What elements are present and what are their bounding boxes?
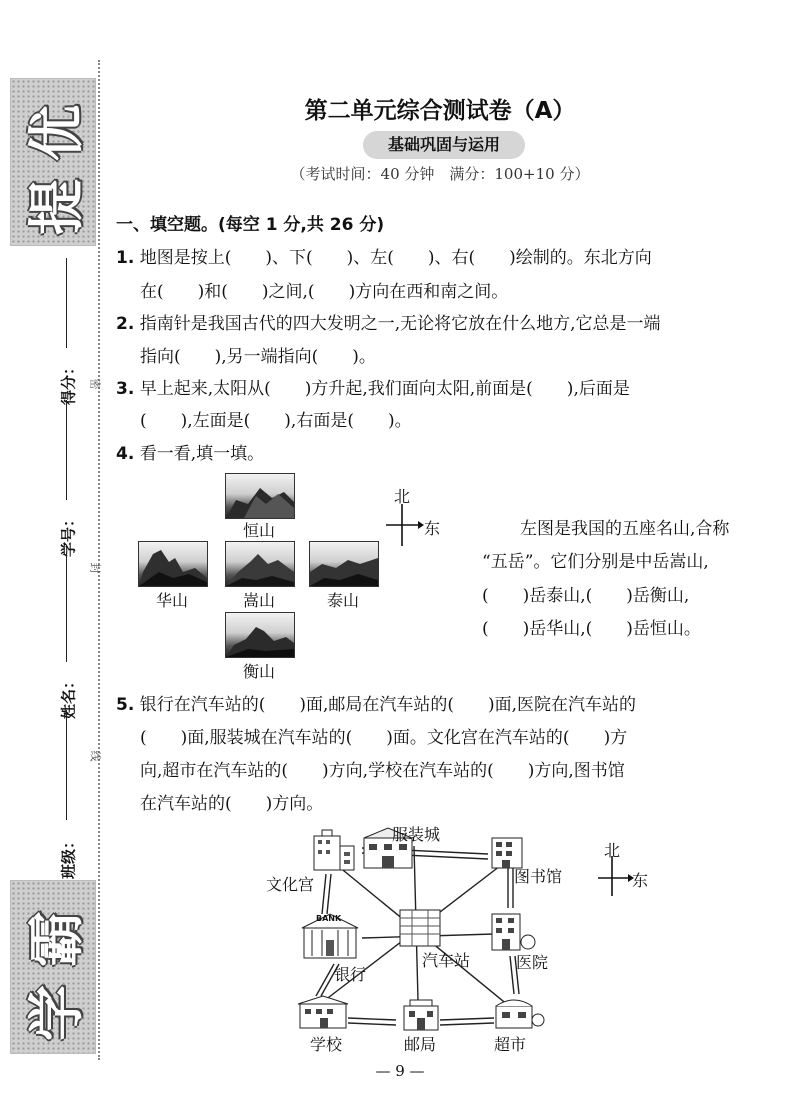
question-text: 指南针是我国古代的四大发明之一,无论将它放在什么地方,它总是一端 xyxy=(139,314,661,334)
question-4-text-1: 左图是我国的五座名山,合称 xyxy=(520,519,730,539)
side-char-you: 优 xyxy=(25,105,90,161)
question-text: 看一看,填一填。 xyxy=(139,444,265,464)
cut-mark-xian: 线 xyxy=(88,750,102,762)
question-text: 银行在汽车站的( )面,邮局在汽车站的( )面,医院在汽车站的 xyxy=(139,695,637,715)
class-label: 班级： xyxy=(59,834,78,880)
mountain-caption-top: 恒山 xyxy=(242,521,275,540)
question-number: 3. xyxy=(116,379,135,399)
student-id-label: 学号： xyxy=(59,512,78,558)
score-label: 得分： xyxy=(59,360,78,406)
mountain-caption-right: 泰山 xyxy=(326,591,359,610)
map-label-bank: 银行 xyxy=(334,965,367,984)
question-5-line2: ( )面,服装城在汽车站的( )面。文化宫在汽车站的( )方 xyxy=(140,728,628,748)
question-number: 4. xyxy=(116,444,135,464)
question-number: 1. xyxy=(116,248,135,268)
supermarket-building-icon xyxy=(490,994,546,1030)
question-5-line3: 向,超市在汽车站的( )方向,学校在汽车站的( )方向,图书馆 xyxy=(140,761,625,781)
culture-palace-building-icon xyxy=(310,826,358,872)
exam-info: （考试时间：40 分钟 满分：100+10 分） xyxy=(290,165,590,183)
mountain-caption-left: 华山 xyxy=(155,591,188,610)
map-label-culture-palace: 文化宫 xyxy=(266,875,315,894)
mountain-caption-bottom: 衡山 xyxy=(242,662,275,681)
map-label-school: 学校 xyxy=(310,1035,343,1054)
hospital-building-icon xyxy=(486,906,538,952)
question-number: 2. xyxy=(116,314,135,334)
map-label-post-office: 邮局 xyxy=(404,1035,437,1054)
side-char-xue: 学 xyxy=(25,985,90,1041)
question-4-text-3: ( )岳泰山,( )岳衡山, xyxy=(482,586,690,606)
question-text: 地图是按上( )、下( )、左( )、右( )绘制的。东北方向 xyxy=(139,248,652,268)
map-label-library: 图书馆 xyxy=(514,867,563,886)
school-building-icon xyxy=(296,994,350,1030)
question-4-text-2: “五岳”。它们分别是中岳嵩山, xyxy=(482,552,709,572)
bank-sign: BANK xyxy=(316,914,342,923)
map-compass-east-label: 东 xyxy=(632,871,649,890)
map-label-clothing-mall: 服装城 xyxy=(392,825,441,844)
mountain-caption-center: 嵩山 xyxy=(242,591,275,610)
question-number: 5. xyxy=(116,695,135,715)
side-char-ti: 提 xyxy=(25,179,90,235)
question-5-line4: 在汽车站的( )方向。 xyxy=(140,794,324,814)
question-1-line2: 在( )和( )之间,( )方向在西和南之间。 xyxy=(140,282,509,302)
question-3-line2: ( ),左面是( ),右面是( )。 xyxy=(140,411,412,431)
compass-north-label: 北 xyxy=(394,487,411,506)
map-label-supermarket: 超市 xyxy=(494,1035,527,1054)
cut-mark-mi: 密 xyxy=(88,378,102,390)
question-4-text-4: ( )岳华山,( )岳恒山。 xyxy=(482,619,701,639)
bus-station-building-icon xyxy=(396,904,444,948)
post-office-building-icon xyxy=(400,996,442,1032)
section-heading: 一、填空题。(每空 1 分,共 26 分) xyxy=(116,215,385,235)
side-char-ba: 霸 xyxy=(25,911,90,967)
cut-mark-feng: 封 xyxy=(88,562,102,574)
subtitle-badge: 基础巩固与运用 xyxy=(363,131,525,159)
page-number: — 9 — xyxy=(375,1062,425,1080)
map-label-hospital: 医院 xyxy=(516,953,549,972)
page-title: 第二单元综合测试卷（A） xyxy=(304,98,576,124)
compass-east-label: 东 xyxy=(424,519,441,538)
name-label: 姓名： xyxy=(59,674,78,720)
question-text: 早上起来,太阳从( )方升起,我们面向太阳,前面是( ),后面是 xyxy=(139,379,630,399)
map-compass-north-label: 北 xyxy=(604,841,621,860)
question-2-line2: 指向( ),另一端指向( )。 xyxy=(140,347,376,367)
map-label-bus-station: 汽车站 xyxy=(422,951,471,970)
